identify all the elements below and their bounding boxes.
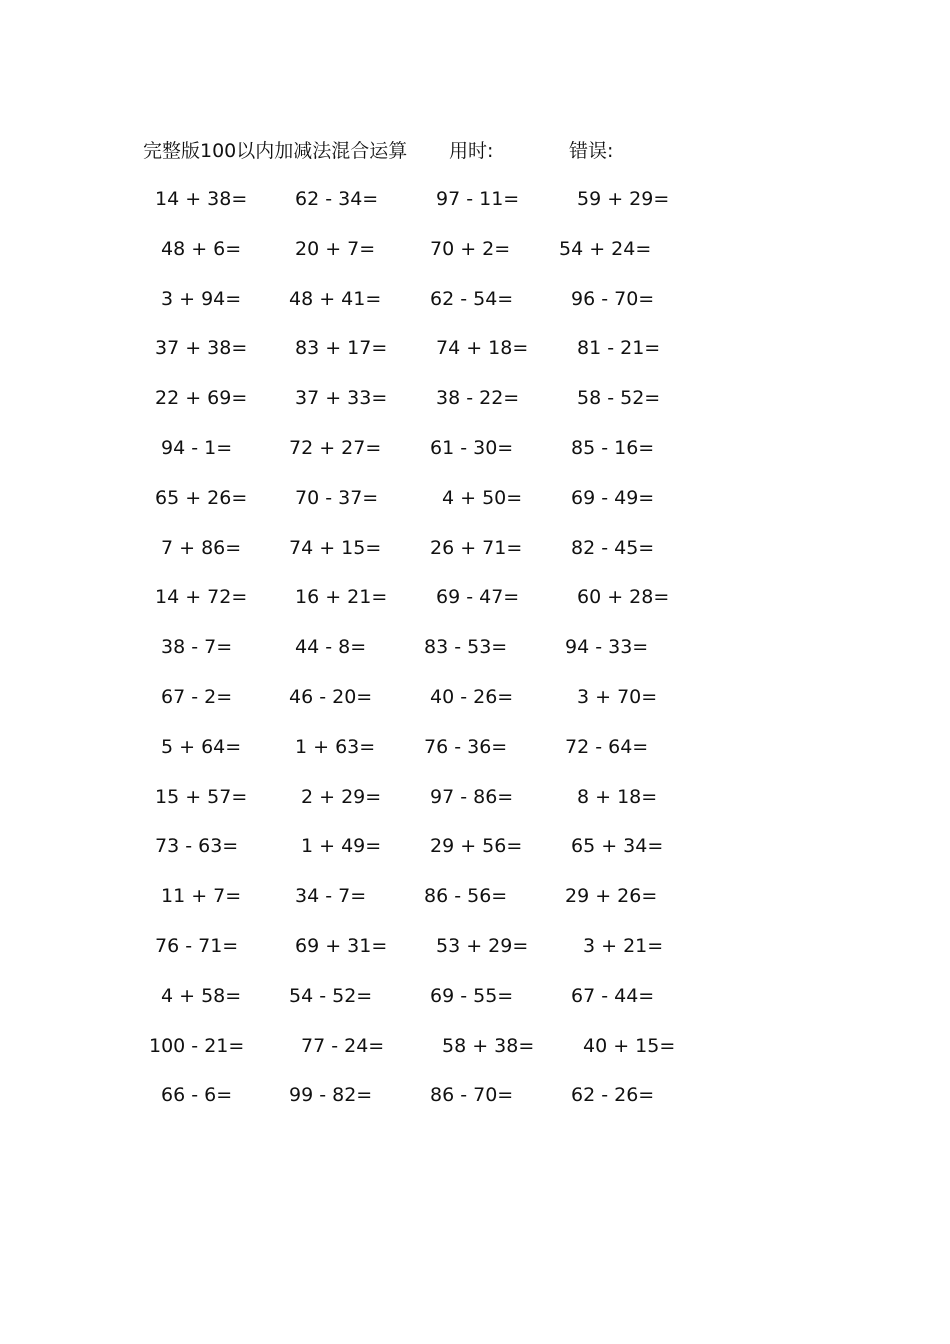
- problem-r17-c4: 67 - 44=: [571, 984, 655, 1007]
- problem-r18-c4: 40 + 15=: [583, 1034, 676, 1057]
- problem-r12-c4: 72 - 64=: [565, 735, 649, 758]
- problem-r12-c1: 5 + 64=: [161, 735, 242, 758]
- problem-r8-c3: 26 + 71=: [430, 536, 523, 559]
- problem-r7-c1: 65 + 26=: [155, 486, 248, 509]
- problem-r2-c3: 70 + 2=: [430, 237, 511, 260]
- problem-r10-c1: 38 - 7=: [161, 636, 233, 659]
- problem-r8-c4: 82 - 45=: [571, 536, 655, 559]
- problem-r3-c4: 96 - 70=: [571, 287, 655, 310]
- problem-r2-c1: 48 + 6=: [161, 237, 242, 260]
- problem-r17-c3: 69 - 55=: [430, 984, 514, 1007]
- problem-r5-c4: 58 - 52=: [577, 387, 661, 410]
- problem-r1-c1: 14 + 38=: [155, 188, 248, 210]
- problem-r8-c2: 74 + 15=: [289, 536, 382, 559]
- problem-r15-c1: 11 + 7=: [161, 885, 242, 908]
- problem-r4-c4: 81 - 21=: [577, 337, 661, 360]
- problem-r7-c4: 69 - 49=: [571, 486, 655, 509]
- problem-r9-c3: 69 - 47=: [436, 586, 520, 609]
- problem-r11-c1: 67 - 2=: [161, 686, 233, 708]
- problem-r10-c4: 94 - 33=: [565, 636, 649, 659]
- problem-r13-c2: 2 + 29=: [301, 785, 382, 808]
- problem-r2-c4: 54 + 24=: [559, 237, 652, 260]
- problem-r19-c4: 62 - 26=: [571, 1084, 655, 1107]
- problem-r17-c2: 54 - 52=: [289, 984, 373, 1007]
- problem-r10-c2: 44 - 8=: [295, 636, 367, 659]
- time-label: 用时:: [449, 140, 494, 162]
- problem-r3-c2: 48 + 41=: [289, 287, 382, 310]
- problem-r13-c3: 97 - 86=: [430, 785, 514, 808]
- problem-r11-c4: 3 + 70=: [577, 686, 658, 708]
- problem-r8-c1: 7 + 86=: [161, 536, 242, 559]
- problem-r1-c4: 59 + 29=: [577, 188, 670, 210]
- problem-r19-c3: 86 - 70=: [430, 1084, 514, 1107]
- problem-r19-c1: 66 - 6=: [161, 1084, 233, 1107]
- problem-r5-c2: 37 + 33=: [295, 387, 388, 410]
- problem-r9-c1: 14 + 72=: [155, 586, 248, 609]
- worksheet-title: 完整版100以内加减法混合运算: [143, 140, 408, 162]
- problem-r6-c2: 72 + 27=: [289, 437, 382, 459]
- problem-r14-c3: 29 + 56=: [430, 835, 523, 858]
- problem-r6-c1: 94 - 1=: [161, 437, 233, 459]
- problem-r5-c1: 22 + 69=: [155, 387, 248, 410]
- problem-r1-c2: 62 - 34=: [295, 188, 379, 210]
- problem-r11-c2: 46 - 20=: [289, 686, 373, 708]
- problem-r15-c2: 34 - 7=: [295, 885, 367, 908]
- problem-r16-c1: 76 - 71=: [155, 935, 239, 957]
- problem-r7-c2: 70 - 37=: [295, 486, 379, 509]
- problem-r13-c1: 15 + 57=: [155, 785, 248, 808]
- problem-r3-c1: 3 + 94=: [161, 287, 242, 310]
- problem-r19-c2: 99 - 82=: [289, 1084, 373, 1107]
- problem-r14-c2: 1 + 49=: [301, 835, 382, 858]
- problem-r3-c3: 62 - 54=: [430, 287, 514, 310]
- problem-r10-c3: 83 - 53=: [424, 636, 508, 659]
- problem-r18-c3: 58 + 38=: [442, 1034, 535, 1057]
- problem-r14-c4: 65 + 34=: [571, 835, 664, 858]
- problem-r17-c1: 4 + 58=: [161, 984, 242, 1007]
- problem-r15-c3: 86 - 56=: [424, 885, 508, 908]
- problem-r4-c1: 37 + 38=: [155, 337, 248, 360]
- problem-r4-c2: 83 + 17=: [295, 337, 388, 360]
- problem-r12-c2: 1 + 63=: [295, 735, 376, 758]
- problem-r16-c3: 53 + 29=: [436, 935, 529, 957]
- problem-r16-c2: 69 + 31=: [295, 935, 388, 957]
- problem-r11-c3: 40 - 26=: [430, 686, 514, 708]
- problem-r7-c3: 4 + 50=: [442, 486, 523, 509]
- problem-r1-c3: 97 - 11=: [436, 188, 520, 210]
- problem-r6-c4: 85 - 16=: [571, 437, 655, 459]
- problem-r15-c4: 29 + 26=: [565, 885, 658, 908]
- problem-r9-c2: 16 + 21=: [295, 586, 388, 609]
- problem-r5-c3: 38 - 22=: [436, 387, 520, 410]
- problem-r16-c4: 3 + 21=: [583, 935, 664, 957]
- problem-r18-c1: 100 - 21=: [149, 1034, 245, 1057]
- error-label: 错误:: [569, 140, 614, 162]
- problem-r2-c2: 20 + 7=: [295, 237, 376, 260]
- problem-r18-c2: 77 - 24=: [301, 1034, 385, 1057]
- problem-r9-c4: 60 + 28=: [577, 586, 670, 609]
- problem-r12-c3: 76 - 36=: [424, 735, 508, 758]
- problem-r6-c3: 61 - 30=: [430, 437, 514, 459]
- problem-r4-c3: 74 + 18=: [436, 337, 529, 360]
- problem-r14-c1: 73 - 63=: [155, 835, 239, 858]
- problem-r13-c4: 8 + 18=: [577, 785, 658, 808]
